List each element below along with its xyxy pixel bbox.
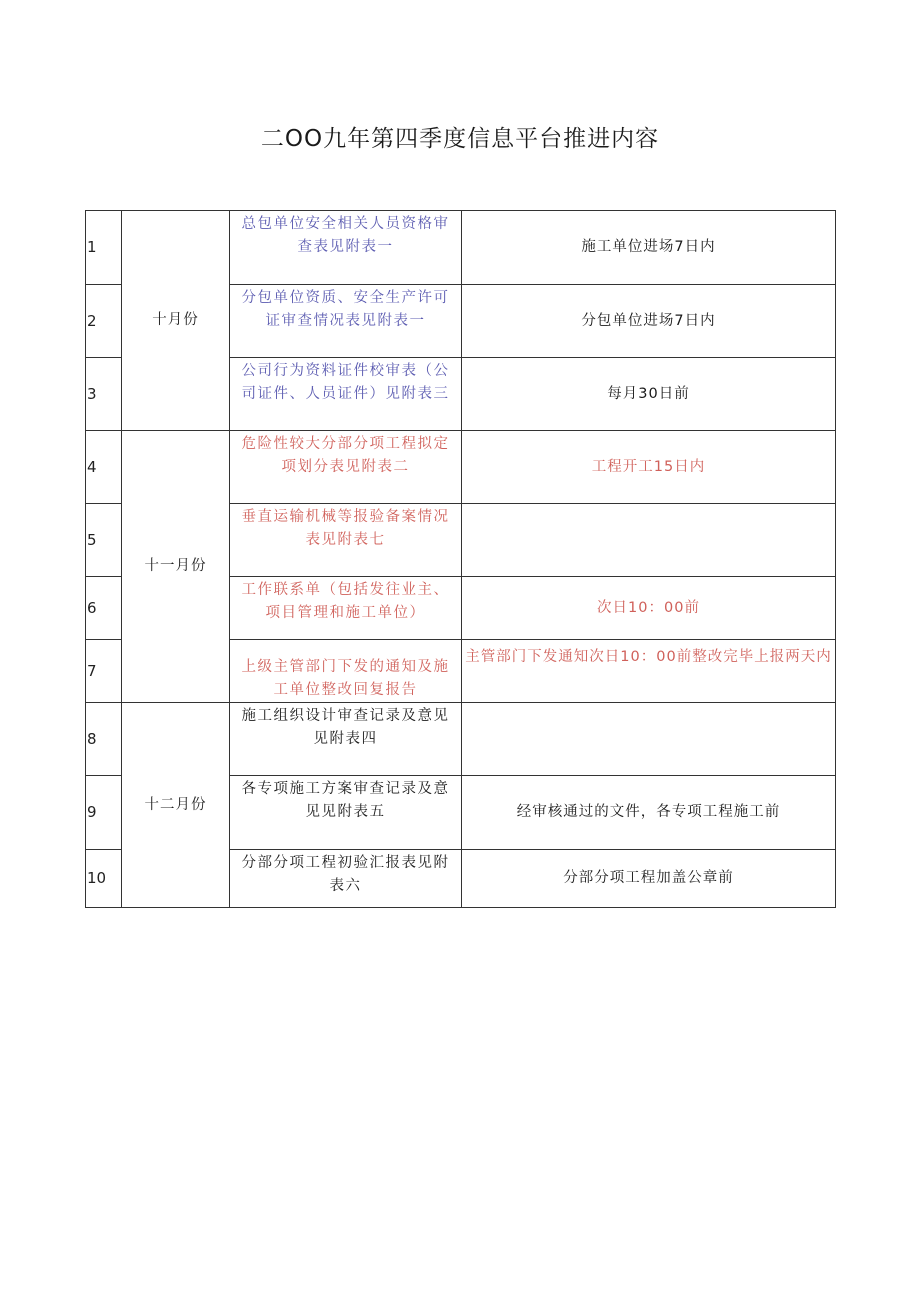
time-cell [462, 703, 836, 776]
row-number: 2 [86, 285, 122, 358]
time-cell: 分包单位进场7日内 [462, 285, 836, 358]
item-cell: 公司行为资料证件校审表（公司证件、人员证件）见附表三 [230, 358, 462, 431]
item-cell: 工作联系单（包括发往业主、项目管理和施工单位） [230, 577, 462, 640]
item-cell: 分包单位资质、安全生产许可证审查情况表见附表一 [230, 285, 462, 358]
time-cell: 主管部门下发通知次日10：00前整改完毕上报两天内 [462, 640, 836, 703]
time-cell: 次日10：00前 [462, 577, 836, 640]
row-number: 5 [86, 504, 122, 577]
row-number: 9 [86, 776, 122, 850]
time-cell: 工程开工15日内 [462, 431, 836, 504]
item-cell: 分部分项工程初验汇报表见附表六 [230, 850, 462, 908]
month-october: 十月份 [122, 211, 230, 431]
page-title: 二OO九年第四季度信息平台推进内容 [260, 126, 660, 152]
row-number: 7 [86, 640, 122, 703]
item-cell: 危险性较大分部分项工程拟定项划分表见附表二 [230, 431, 462, 504]
row-number: 3 [86, 358, 122, 431]
row-number: 8 [86, 703, 122, 776]
row-number: 6 [86, 577, 122, 640]
item-cell: 施工组织设计审查记录及意见见附表四 [230, 703, 462, 776]
time-cell: 施工单位进场7日内 [462, 211, 836, 285]
table-row [86, 703, 836, 776]
row-number: 10 [86, 850, 122, 908]
time-cell: 经审核通过的文件，各专项工程施工前 [462, 776, 836, 850]
month-november: 十一月份 [122, 431, 230, 703]
month-december: 十二月份 [122, 703, 230, 908]
time-cell: 每月30日前 [462, 358, 836, 431]
item-cell: 上级主管部门下发的通知及施工单位整改回复报告 [230, 640, 462, 703]
row-number: 1 [86, 211, 122, 285]
table-row [86, 431, 836, 504]
item-cell: 垂直运输机械等报验备案情况表见附表七 [230, 504, 462, 577]
item-cell: 各专项施工方案审查记录及意见见附表五 [230, 776, 462, 850]
item-cell: 总包单位安全相关人员资格审查表见附表一 [230, 211, 462, 285]
time-cell: 分部分项工程加盖公章前 [462, 850, 836, 908]
time-cell [462, 504, 836, 577]
row-number: 4 [86, 431, 122, 504]
schedule-table [85, 210, 836, 908]
table-row [86, 211, 836, 285]
